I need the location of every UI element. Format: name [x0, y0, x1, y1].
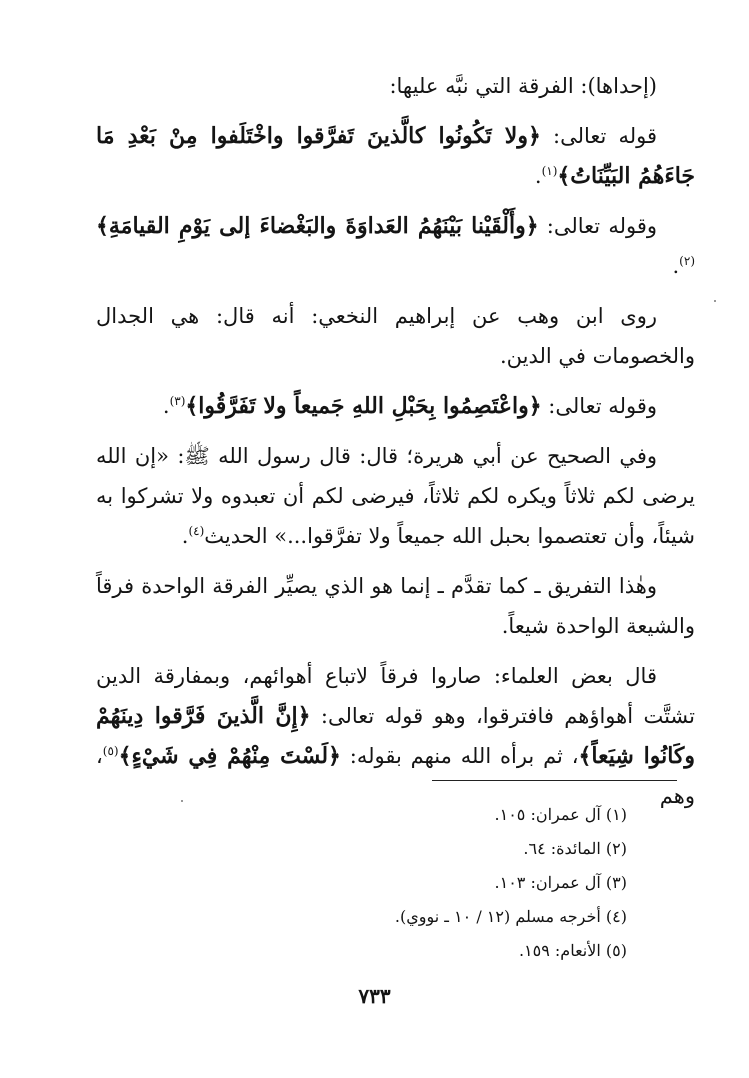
main-text [96, 66, 695, 826]
quran-verse: ﴿ولا تَكُونُوا كالَّذينَ تَفرَّقوا واخْتَلَفوا مِنْ بَعْدِ مَا جَاءَهُمُ البَيِّنَاتُ﴾ [96, 123, 695, 189]
footnote-item: (١) آل عمران: ١٠٥. [494, 805, 627, 824]
paragraph-text: قال بعض العلماء: صاروا فرقاً لاتباع أهوائهم، وبمفارقة الدين تشتَّت أهواؤهم فافترقوا، وهو قوله تعالى: [96, 664, 695, 728]
paragraph [96, 116, 695, 196]
paragraph [96, 206, 695, 286]
footnote-ref: (٥) [102, 744, 119, 758]
paragraph-text: (إحداها): الفرقة التي نبَّه عليها: [389, 74, 657, 98]
paragraph [96, 436, 695, 556]
footnote-ref: (٣) [169, 394, 186, 408]
paragraph-text: وقوله تعالى: [538, 214, 658, 238]
footnote-item: (٢) المائدة: ٦٤. [523, 839, 627, 858]
footnotes-list [200, 798, 627, 968]
footnote-item: (٣) آل عمران: ١٠٣. [494, 873, 627, 892]
footnote-ref: (٤) [188, 524, 205, 538]
quran-verse: ﴿إِنَّ الَّذينَ فَرَّقوا دِينَهُمْ وكَانُوا شِيَعاً﴾ [96, 703, 695, 769]
paragraph-text: وقوله تعالى: [541, 394, 657, 418]
footnote-ref: (٢) [679, 254, 695, 268]
scan-speck [714, 300, 716, 302]
paragraph-text: ، ثم برأه الله منهم بقوله: [340, 744, 579, 768]
paragraph-text: روى ابن وهب عن إبراهيم النخعي: أنه قال: هي الجدال والخصومات في الدين. [96, 304, 695, 368]
quran-verse: ﴿لَسْتَ مِنْهُمْ فِي شَيْءٍ﴾ [118, 743, 341, 769]
paragraph [96, 566, 695, 646]
paragraph-text: قوله تعالى: [540, 124, 658, 148]
paragraph-text: . [162, 394, 170, 418]
paragraph-text: ، وهم [96, 744, 695, 808]
paragraph [96, 296, 695, 376]
paragraph [96, 66, 695, 106]
quran-verse: ﴿واعْتَصِمُوا بِحَبْلِ اللهِ جَميعاً ولا تَفَرَّقُوا﴾ [185, 393, 542, 419]
paragraph-text: . [181, 524, 189, 548]
paragraph-text: وفي الصحيح عن أبي هريرة؛ قال: قال رسول الله ﷺ: «إن الله يرضى لكم ثلاثاً ويكره لكم ثلاثاً، فيرضى لكم أن تعبدوه ولا تشركوا به شيئاً، وأن تعتصموا بحبل الله جميعاً ولا تفرَّقوا...» الحديث [96, 444, 695, 548]
page-number: ٧٣٣ [358, 984, 391, 1008]
paragraph-text: . [672, 254, 680, 278]
quran-verse: ﴿وأَلْقَيْنا بَيْنَهُمُ العَداوَةَ والبَغْضاءَ إلى يَوْمِ القيامَةِ﴾ [96, 213, 539, 239]
footnote-item: (٤) أخرجه مسلم (١٢ / ١٠ ـ نووي). [394, 907, 627, 926]
paragraph-text: . [534, 164, 542, 188]
paragraph [96, 386, 695, 426]
footnote-ref: (١) [541, 164, 558, 178]
footnote-item: (٥) الأنعام: ١٥٩. [518, 941, 627, 960]
scan-speck [181, 800, 183, 802]
paragraph [96, 656, 695, 816]
footnote-separator [432, 780, 677, 781]
paragraph-text: وهٰذا التفريق ـ كما تقدَّم ـ إنما هو الذي يصيِّر الفرقة الواحدة فرقاً والشيعة الواحدة شيعاً. [96, 574, 695, 638]
